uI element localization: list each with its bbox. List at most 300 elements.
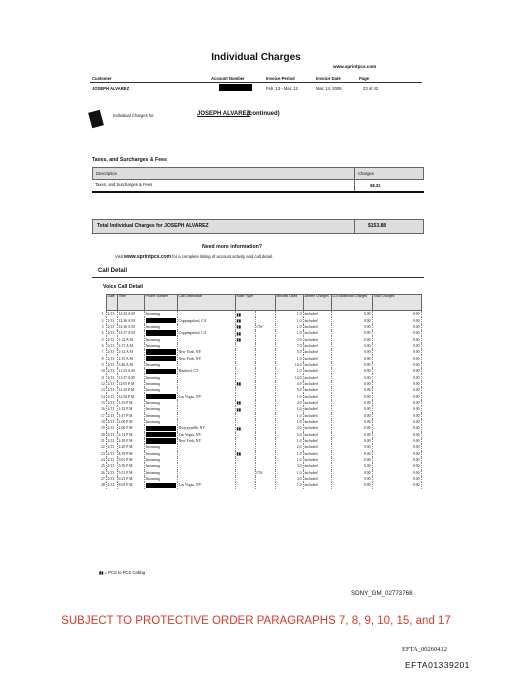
call-detail-rule xyxy=(92,277,424,278)
bates-number: SDNY_GM_02773768 xyxy=(351,590,413,597)
call-time: 2:14 P M xyxy=(117,432,144,438)
phone-number: Incoming xyxy=(144,374,177,380)
taxes-row-label: Taxes, and Surcharges & Fees xyxy=(95,182,153,187)
rate-type xyxy=(255,482,275,488)
ld-charges: 0.00 xyxy=(331,368,372,374)
pcs-to-pcs-icon: ▮▮ xyxy=(236,330,241,336)
minutes-used: 4.0 xyxy=(275,425,303,431)
voice-call-table xyxy=(100,294,422,489)
call-date: 2/13 xyxy=(106,349,117,355)
pcs-to-pcs-icon: ▮▮ xyxy=(236,406,241,412)
total-charges: 0.00 xyxy=(372,400,421,406)
row-number: 3 xyxy=(101,324,104,329)
call-time: 11:25 A M xyxy=(117,368,144,374)
minutes-used: 3.0 xyxy=(275,463,303,469)
phone-number xyxy=(144,393,177,399)
airtime-charges: included xyxy=(303,419,331,425)
minutes-used: 1.0 xyxy=(275,457,303,463)
banner-suffix: (continued) xyxy=(247,111,280,117)
call-time: 4:39 P M xyxy=(117,451,144,457)
total-value: $153.88 xyxy=(368,223,387,229)
call-date: 2/13 xyxy=(106,432,117,438)
row-number: 19 xyxy=(101,426,105,431)
call-destination: Nwjsyyan06, NY xyxy=(177,425,235,431)
total-charges: 0.00 xyxy=(372,463,421,469)
pcs-to-pcs-icon: ▮▮ xyxy=(236,381,241,387)
total-charges: 0.00 xyxy=(372,393,421,399)
call-time: 12:36 A M xyxy=(117,324,144,330)
phone-number: Incoming xyxy=(144,476,177,482)
total-charges: 0.00 xyxy=(372,336,421,342)
column-header: Minutes Used xyxy=(275,295,303,311)
ld-charges: 0.00 xyxy=(331,324,372,330)
taxes-heading: Taxes, and Surcharges & Fees xyxy=(92,157,167,163)
taxes-bottom-rule xyxy=(92,191,424,193)
call-time: 1:25 P M xyxy=(117,400,144,406)
airtime-charges: included xyxy=(303,362,331,368)
phone-number xyxy=(144,330,177,336)
taxes-row-value: $8.31 xyxy=(370,183,381,188)
total-charges: 0.00 xyxy=(372,438,421,444)
ld-charges: 0.00 xyxy=(331,470,372,476)
redacted-phone-number xyxy=(146,356,176,362)
column-header: Total Charges xyxy=(372,295,421,311)
info-rest: for a complete listing of account activity and call detail. xyxy=(172,254,274,259)
minutes-used: 1.0 xyxy=(275,413,303,419)
call-date: 2/13 xyxy=(106,362,117,368)
column-header: Call Destination xyxy=(177,295,235,311)
call-date: 2/13 xyxy=(106,451,117,457)
rate-icon xyxy=(235,311,255,318)
minutes-used: 1.0 xyxy=(275,406,303,412)
total-charges: 0.00 xyxy=(372,355,421,361)
call-time: 1:47 P M xyxy=(117,413,144,419)
redacted-phone-number xyxy=(146,318,176,324)
call-date: 2/13 xyxy=(106,413,117,419)
call-destination: New York, NY xyxy=(177,438,235,444)
minutes-used: 14.0 xyxy=(275,362,303,368)
airtime-charges: included xyxy=(303,470,331,476)
minutes-used: 1.0 xyxy=(275,355,303,361)
total-charges: 0.00 xyxy=(372,425,421,431)
row-number: 27 xyxy=(101,477,105,482)
call-time: 1:37 A M xyxy=(117,343,144,349)
minutes-used: 1.0 xyxy=(275,419,303,425)
call-date: 2/13 xyxy=(106,457,117,463)
phone-icon xyxy=(88,110,104,129)
voice-call-detail-heading: Voice Call Detail xyxy=(103,284,143,290)
airtime-charges: included xyxy=(303,374,331,380)
total-charges: 0.00 xyxy=(372,381,421,387)
phone-number: Incoming xyxy=(144,413,177,419)
column-header: LD/ Additional Charges xyxy=(331,295,372,311)
call-destination: Coppingsford, CA xyxy=(177,317,235,323)
call-time: 2:00 P M xyxy=(117,419,144,425)
call-detail-heading: Call Detail xyxy=(98,268,128,274)
pcs-to-pcs-icon: ▮▮ xyxy=(236,324,241,330)
minutes-used: 5.0 xyxy=(275,387,303,393)
pcs-to-pcs-icon: ▮▮ xyxy=(236,400,241,406)
ld-charges: 0.00 xyxy=(331,413,372,419)
call-date: 2/13 xyxy=(106,444,117,450)
ld-charges: 0.00 xyxy=(331,451,372,457)
airtime-charges: included xyxy=(303,349,331,355)
total-charges: 0.00 xyxy=(372,343,421,349)
redacted-phone-number xyxy=(146,483,176,489)
call-time: 12:25 P M xyxy=(117,387,144,393)
call-time: 2:18 P M xyxy=(117,438,144,444)
airtime-charges: included xyxy=(303,311,331,318)
call-time: 8:03 P M xyxy=(117,482,144,488)
info-visit: Visit xyxy=(115,254,123,259)
call-time: 2:15 A M xyxy=(117,355,144,361)
row-number: 25 xyxy=(101,464,105,469)
ld-charges: 0.00 xyxy=(331,457,372,463)
column-header: Rate/ Type xyxy=(235,295,275,311)
row-number: 2 xyxy=(101,318,104,323)
phone-number xyxy=(144,438,177,444)
call-date: 2/13 xyxy=(106,343,117,349)
redacted-phone-number xyxy=(146,349,176,355)
row-number: 28 xyxy=(101,483,105,488)
row-number: 26 xyxy=(101,470,105,475)
call-date: 2/13 xyxy=(106,482,117,488)
minutes-used: 2.0 xyxy=(275,444,303,450)
row-number: 24 xyxy=(101,458,105,463)
row-number: 14 xyxy=(101,394,105,399)
minutes-used: 5.0 xyxy=(275,432,303,438)
row-number: 10 xyxy=(101,369,105,374)
phone-number: Incoming xyxy=(144,343,177,349)
row-number: 18 xyxy=(101,420,105,425)
table-row xyxy=(100,482,421,488)
ld-charges: 0.00 xyxy=(331,444,372,450)
call-time: 5:01 P M xyxy=(117,457,144,463)
ld-charges: 0.00 xyxy=(331,349,372,355)
call-date: 2/13 xyxy=(106,470,117,476)
ld-charges: 0.00 xyxy=(331,387,372,393)
ld-charges: 0.00 xyxy=(331,362,372,368)
row-number: 5 xyxy=(101,337,104,342)
call-date: 2/13 xyxy=(106,425,117,431)
minutes-used: 5.0 xyxy=(275,349,303,355)
airtime-charges: included xyxy=(303,400,331,406)
total-charges: 0.00 xyxy=(372,362,421,368)
info-heading: Need more information? xyxy=(202,244,262,250)
airtime-charges: included xyxy=(303,393,331,399)
ld-charges: 0.00 xyxy=(331,463,372,469)
table-header-row xyxy=(100,295,421,311)
invoice-period: Feb. 13 - Mar. 12 xyxy=(266,86,298,91)
ld-charges: 0.00 xyxy=(331,343,372,349)
row-number: 12 xyxy=(101,381,105,386)
minutes-used: 1.0 xyxy=(275,317,303,323)
redacted-phone-number xyxy=(146,394,176,400)
phone-number: Incoming xyxy=(144,463,177,469)
row-number: 15 xyxy=(101,400,105,405)
call-destination: Hartford, CT xyxy=(177,368,235,374)
phone-number: Incoming xyxy=(144,457,177,463)
phone-number xyxy=(144,482,177,488)
legend-text: = PCS to PCS Calling xyxy=(104,570,146,575)
account-number-label: Account Number xyxy=(211,76,245,81)
rate-icon xyxy=(235,482,255,488)
call-time: 2:06 P M xyxy=(117,425,144,431)
call-date: 2/13 xyxy=(106,393,117,399)
total-charges: 0.00 xyxy=(372,349,421,355)
minutes-used: 3.0 xyxy=(275,476,303,482)
minutes-used: 1.0 xyxy=(275,451,303,457)
banner-prefix: Individual Charges for xyxy=(113,113,154,118)
total-charges: 0.00 xyxy=(372,457,421,463)
phone-number: Incoming xyxy=(144,470,177,476)
airtime-charges: included xyxy=(303,457,331,463)
airtime-charges: included xyxy=(303,413,331,419)
total-charges: 0.00 xyxy=(372,451,421,457)
row-number: 4 xyxy=(101,331,104,336)
airtime-charges: included xyxy=(303,336,331,342)
ld-charges: 0.00 xyxy=(331,317,372,323)
airtime-charges: included xyxy=(303,381,331,387)
total-charges: 0.00 xyxy=(372,374,421,380)
taxes-divider xyxy=(354,168,355,193)
airtime-charges: included xyxy=(303,451,331,457)
minutes-used: 1.0 xyxy=(275,330,303,336)
call-time: 5:51 P M xyxy=(117,470,144,476)
invoice-period-label: Invoice Period xyxy=(266,76,295,81)
total-charges: 0.00 xyxy=(372,482,421,488)
page-number: 23 of 42 xyxy=(363,86,379,91)
phone-number: Incoming xyxy=(144,419,177,425)
phone-number xyxy=(144,317,177,323)
call-destination: New York, NY xyxy=(177,349,235,355)
call-time: 6:23 P M xyxy=(117,476,144,482)
phone-number: Incoming xyxy=(144,444,177,450)
rate-type: CW xyxy=(255,324,275,330)
table-row xyxy=(100,311,421,318)
phone-number: Incoming xyxy=(144,311,177,318)
call-date: 2/13 xyxy=(106,381,117,387)
column-header: Time xyxy=(117,295,144,311)
pcs-to-pcs-icon: ▮▮ xyxy=(236,311,241,317)
total-charges: 0.00 xyxy=(372,330,421,336)
protective-order-notice: SUBJECT TO PROTECTIVE ORDER PARAGRAPHS 7, 8, 9, 10, 15, and 17 xyxy=(61,615,451,627)
call-time: 2:12 A M xyxy=(117,349,144,355)
minutes-used: 1.0 xyxy=(275,324,303,330)
total-label: Total Individual Charges for JOSEPH ALVAREZ xyxy=(97,223,209,229)
phone-number: Incoming xyxy=(144,400,177,406)
call-date: 2/13 xyxy=(106,330,117,336)
rate-type xyxy=(255,311,275,318)
call-date: 2/13 xyxy=(106,419,117,425)
call-date: 2/13 xyxy=(106,368,117,374)
efta-large: EFTA01339201 xyxy=(405,660,470,670)
call-time: 5:50 P M xyxy=(117,463,144,469)
redacted-phone-number xyxy=(146,438,176,444)
airtime-charges: included xyxy=(303,432,331,438)
call-date: 2/13 xyxy=(106,336,117,342)
customer-name: JOSEPH ALVAREZ xyxy=(92,86,130,91)
phone-number xyxy=(144,368,177,374)
airtime-charges: included xyxy=(303,355,331,361)
minutes-used: 1.0 xyxy=(275,470,303,476)
customer-label: Customer xyxy=(92,76,112,81)
ld-charges: 0.00 xyxy=(331,393,372,399)
minutes-used: 7.0 xyxy=(275,343,303,349)
call-time: 1:12 A M xyxy=(117,336,144,342)
row-number: 1 xyxy=(101,311,104,316)
phone-number xyxy=(144,355,177,361)
ld-charges: 0.00 xyxy=(331,330,372,336)
total-charges: 0.00 xyxy=(372,419,421,425)
ld-charges: 0.00 xyxy=(331,311,372,318)
call-time: 12:05 P M xyxy=(117,381,144,387)
call-date: 2/13 xyxy=(106,476,117,482)
call-date: 2/13 xyxy=(106,400,117,406)
pcs-to-pcs-icon: ▮▮ xyxy=(236,451,241,457)
call-date: 2/13 xyxy=(106,374,117,380)
call-time: 2:20 P M xyxy=(117,444,144,450)
invoice-date: Mar. 14, 2005 xyxy=(316,86,342,91)
row-number: 9 xyxy=(101,362,104,367)
call-time: 12:36 A M xyxy=(117,317,144,323)
minutes-used: 4.0 xyxy=(275,381,303,387)
row-number: 11 xyxy=(101,375,105,380)
phone-number: Incoming xyxy=(144,406,177,412)
column-header: Airtime Charges xyxy=(303,295,331,311)
airtime-charges: included xyxy=(303,438,331,444)
call-time: 1:32 P M xyxy=(117,406,144,412)
call-destination xyxy=(177,311,235,318)
column-header: Date xyxy=(106,295,117,311)
column-header: Phone Number xyxy=(144,295,177,311)
call-date: 2/13 xyxy=(106,317,117,323)
ld-charges: 0.00 xyxy=(331,381,372,387)
total-charges: 0.00 xyxy=(372,476,421,482)
call-date: 2/13 xyxy=(106,406,117,412)
ld-charges: 0.00 xyxy=(331,482,372,488)
call-date: 2/13 xyxy=(106,355,117,361)
ld-charges: 0.00 xyxy=(331,355,372,361)
ld-charges: 0.00 xyxy=(331,336,372,342)
airtime-charges: included xyxy=(303,343,331,349)
rate-type: CW xyxy=(255,470,275,476)
row-number: 6 xyxy=(101,343,104,348)
minutes-used: 14.0 xyxy=(275,374,303,380)
phone-number xyxy=(144,349,177,355)
minutes-used: 4.0 xyxy=(275,400,303,406)
total-charges: 0.00 xyxy=(372,406,421,412)
airtime-charges: included xyxy=(303,330,331,336)
airtime-charges: included xyxy=(303,387,331,393)
phone-number: Incoming xyxy=(144,362,177,368)
call-time: 12:37 A M xyxy=(117,330,144,336)
call-destination: Las Vegas, NV xyxy=(177,432,235,438)
info-url-link[interactable]: www.sprintpcs.com xyxy=(124,254,172,260)
row-number: 17 xyxy=(101,413,105,418)
phone-number: Incoming xyxy=(144,387,177,393)
redacted-phone-number xyxy=(146,369,176,375)
airtime-charges: included xyxy=(303,317,331,323)
info-line xyxy=(115,254,273,260)
call-time: 12:58 P M xyxy=(117,393,144,399)
row-number: 13 xyxy=(101,388,105,393)
row-number: 8 xyxy=(101,356,104,361)
banner-name: JOSEPH ALVAREZ xyxy=(197,111,251,117)
ld-charges: 0.00 xyxy=(331,374,372,380)
row-number: 16 xyxy=(101,407,105,412)
call-time: 3:46 A M xyxy=(117,362,144,368)
call-destination: Las Vegas, NV xyxy=(177,482,235,488)
pcs-to-pcs-icon: ▮▮ xyxy=(99,570,104,575)
call-date: 2/13 xyxy=(106,324,117,330)
phone-number xyxy=(144,432,177,438)
call-date: 2/13 xyxy=(106,311,117,318)
ld-charges: 0.00 xyxy=(331,432,372,438)
call-time: 11:37 A M xyxy=(117,374,144,380)
total-charges: 0.00 xyxy=(372,324,421,330)
ld-charges: 0.00 xyxy=(331,476,372,482)
call-date: 2/13 xyxy=(106,438,117,444)
row-number: 20 xyxy=(101,432,105,437)
call-date: 2/13 xyxy=(106,463,117,469)
row-number: 7 xyxy=(101,350,104,355)
total-charges: 0.00 xyxy=(372,432,421,438)
minutes-used: 3.0 xyxy=(275,336,303,342)
redacted-account-number xyxy=(219,84,252,91)
call-destination: Coppingsford, CA xyxy=(177,330,235,336)
ld-charges: 0.00 xyxy=(331,438,372,444)
ld-charges: 0.00 xyxy=(331,400,372,406)
minutes-used: 1.0 xyxy=(275,482,303,488)
total-divider xyxy=(354,220,355,233)
redacted-phone-number xyxy=(146,330,176,336)
ld-charges: 0.00 xyxy=(331,406,372,412)
header-rule xyxy=(90,82,422,83)
pcs-to-pcs-icon: ▮▮ xyxy=(236,318,241,324)
total-charges: 0.00 xyxy=(372,470,421,476)
legend xyxy=(99,570,145,575)
invoice-date-label: Invoice Date xyxy=(316,76,341,81)
airtime-charges: included xyxy=(303,463,331,469)
minutes-used: 1.0 xyxy=(275,368,303,374)
taxes-header-row xyxy=(92,167,424,180)
minutes-used: 1.0 xyxy=(275,438,303,444)
total-charges: 0.00 xyxy=(372,444,421,450)
pcs-to-pcs-icon: ▮▮ xyxy=(236,337,241,343)
website-label: www.sprintpcs.com xyxy=(333,64,377,69)
airtime-charges: included xyxy=(303,368,331,374)
airtime-charges: included xyxy=(303,406,331,412)
airtime-charges: included xyxy=(303,476,331,482)
total-charges: 0.00 xyxy=(372,368,421,374)
total-charges: 0.00 xyxy=(372,413,421,419)
redacted-phone-number xyxy=(146,426,176,432)
phone-number: Incoming xyxy=(144,451,177,457)
airtime-charges: included xyxy=(303,482,331,488)
total-charges: 0.00 xyxy=(372,387,421,393)
row-number: 23 xyxy=(101,451,105,456)
desc-header: Description xyxy=(96,171,117,176)
phone-number: Incoming xyxy=(144,336,177,342)
pcs-to-pcs-icon: ▮▮ xyxy=(236,425,241,431)
efta-small: EFTA_00260412 xyxy=(402,646,447,653)
total-charges: 0.00 xyxy=(372,317,421,323)
phone-number: Incoming xyxy=(144,324,177,330)
call-destination: Las Vegas, NV xyxy=(177,393,235,399)
call-time: 12:35 A M xyxy=(117,311,144,318)
ld-charges: 0.00 xyxy=(331,425,372,431)
